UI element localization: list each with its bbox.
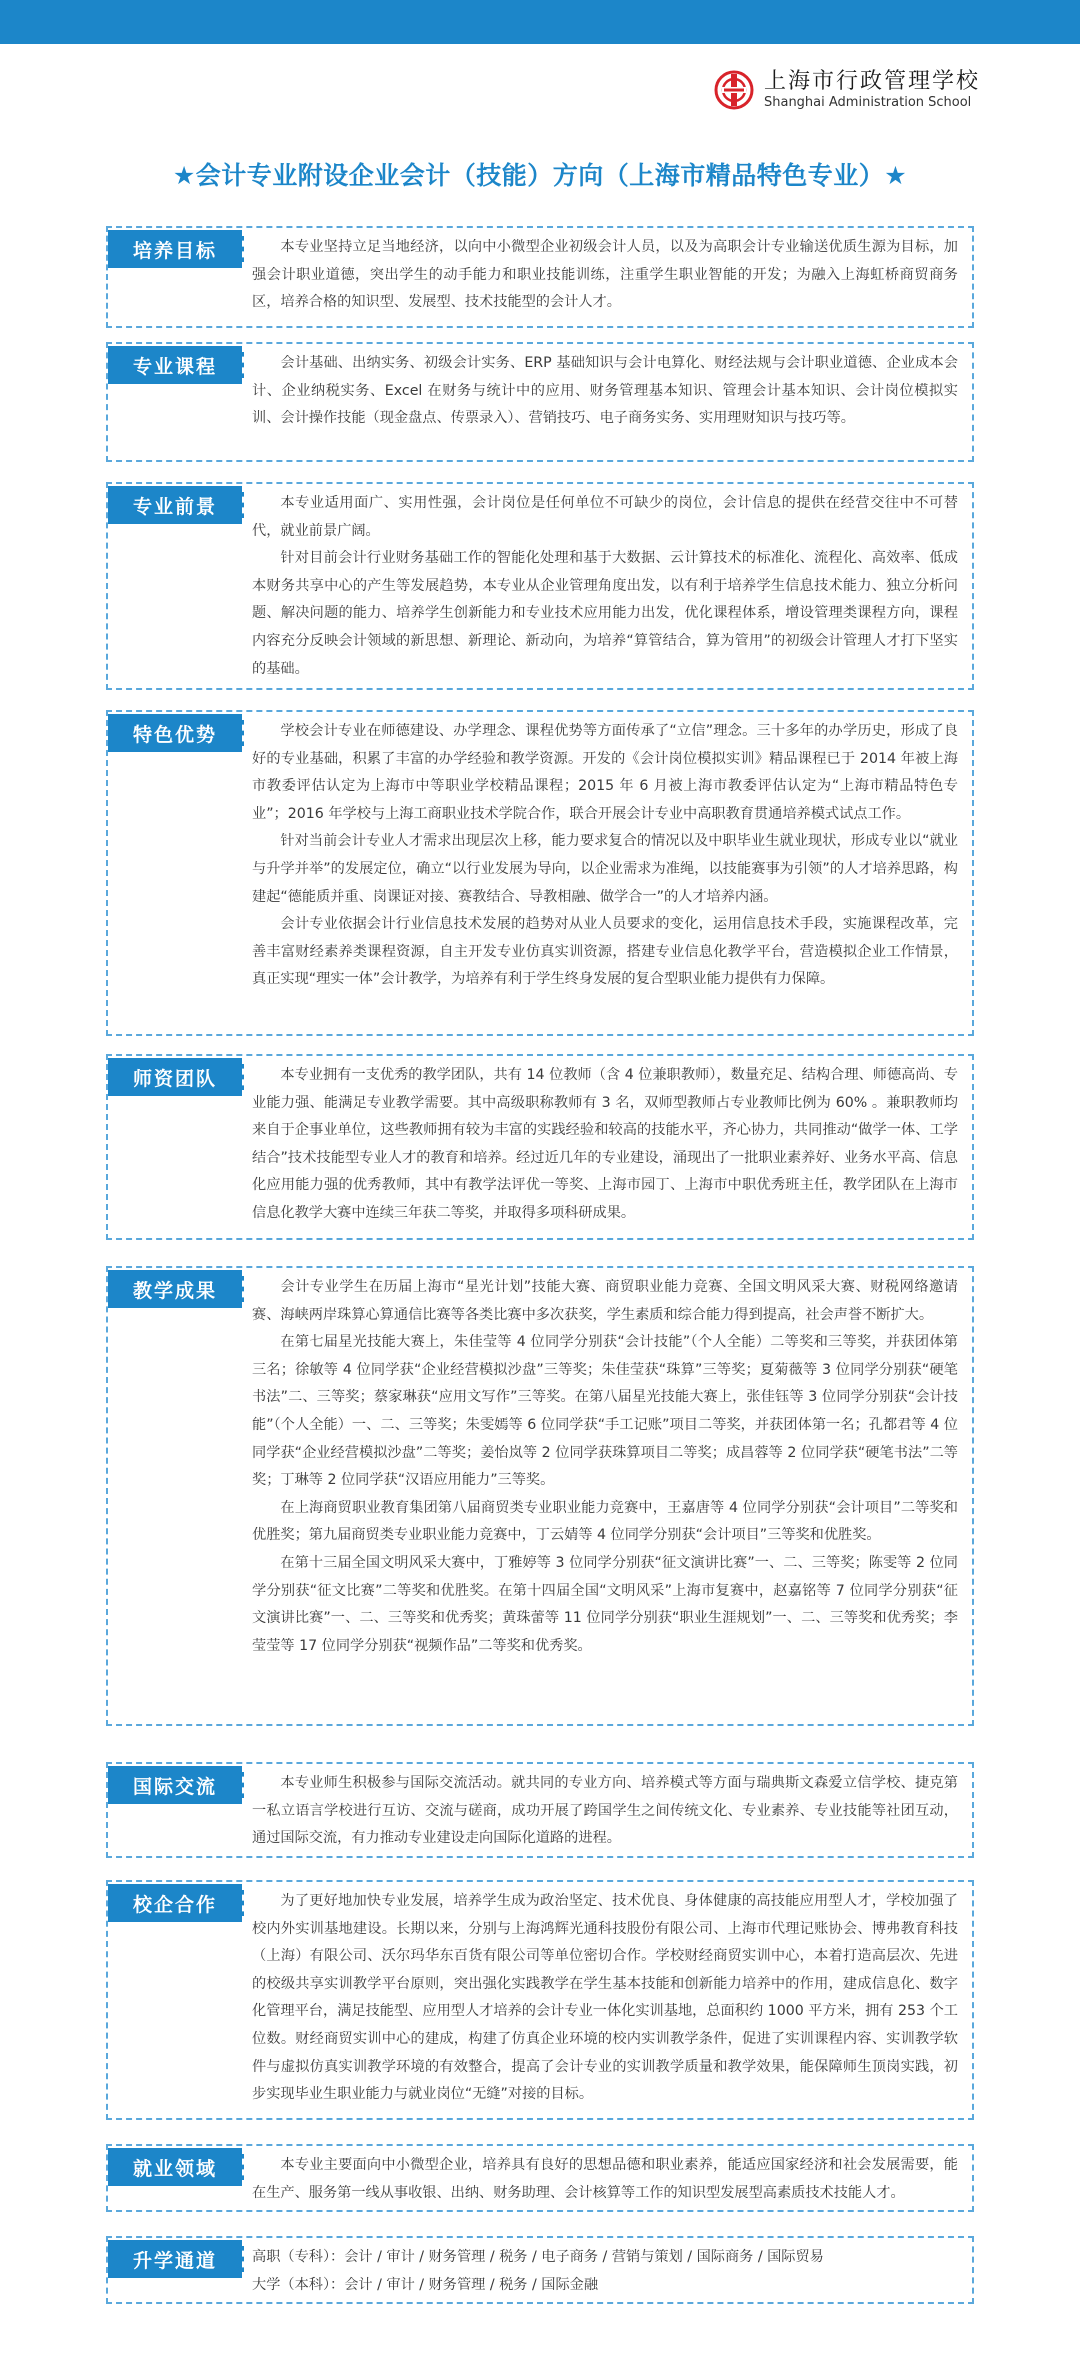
section-tag: 教学成果 bbox=[108, 1270, 244, 1308]
paragraph: 本专业坚持立足当地经济，以向中小微型企业初级会计人员，以及为高职会计专业输送优质生源为目标，加强会计职业道德，突出学生的动手能力和职业技能训练，注重学生职业智能的开发；为融入上海虹桥商贸商务区，培养合格的知识型、发展型、技术技能型的会计人才。 bbox=[252, 239, 958, 311]
paragraph: 会计专业依据会计行业信息技术发展的趋势对从业人员要求的变化，运用信息技术手段，实施课程改革，完善丰富财经素养类课程资源，自主开发专业仿真实训资源，搭建专业信息化教学平台，营造模拟企业工作情景，真正实现“理实一体”会计教学，为培养有利于学生终身发展的复合型职业能力提供有力保障。 bbox=[252, 916, 958, 988]
school-name-cn: 上海市行政管理学校 bbox=[763, 69, 980, 94]
section-body bbox=[252, 1770, 958, 1853]
section-prospects bbox=[106, 482, 974, 690]
section-tag: 校企合作 bbox=[108, 1884, 244, 1922]
section-body bbox=[252, 2152, 958, 2207]
section-body bbox=[252, 718, 958, 994]
section-body bbox=[252, 350, 958, 433]
section-advantages bbox=[106, 710, 974, 1036]
school-logo bbox=[714, 65, 980, 115]
section-further-study bbox=[106, 2236, 974, 2304]
section-tag: 专业前景 bbox=[108, 486, 244, 524]
paragraph: 会计基础、出纳实务、初级会计实务、ERP 基础知识与会计电算化、财经法规与会计职业道德、企业成本会计、企业纳税实务、Excel 在财务与统计中的应用、财务管理基本知识、管理会计基本知识、会计岗位模拟实训、会计操作技能（现金盘点、传票录入）、营销技巧、电子商务实务、实用理财知识与技巧等。 bbox=[252, 355, 958, 427]
school-name-en: Shanghai Administration School bbox=[763, 95, 972, 110]
paragraph: 本专业师生积极参与国际交流活动。就共同的专业方向、培养模式等方面与瑞典斯文森爱立信学校、捷克第一私立语言学校进行互访、交流与磋商，成功开展了跨国学生之间传统文化、专业素养、专业技能等社团互动，通过国际交流，有力推动专业建设走向国际化道路的进程。 bbox=[252, 1775, 958, 1847]
paragraph: 本专业适用面广、实用性强，会计岗位是任何单位不可缺少的岗位，会计信息的提供在经营交往中不可替代，就业前景广阔。 bbox=[252, 495, 958, 539]
section-curriculum bbox=[106, 342, 974, 462]
section-body bbox=[252, 1274, 958, 1660]
section-body bbox=[252, 490, 958, 683]
section-training-goal bbox=[106, 226, 974, 328]
section-international bbox=[106, 1762, 974, 1858]
paragraph: 会计专业学生在历届上海市“星光计划”技能大赛、商贸职业能力竞赛、全国文明风采大赛、财税网络邀请赛、海峡两岸珠算心算通信比赛等各类比赛中多次获奖，学生素质和综合能力得到提高，社会声誉不断扩大。 bbox=[252, 1279, 958, 1323]
section-body bbox=[252, 1888, 958, 2109]
section-achievements bbox=[106, 1266, 974, 1726]
section-tag: 就业领域 bbox=[108, 2148, 244, 2186]
paragraph: 本专业主要面向中小微型企业，培养具有良好的思想品德和职业素养，能适应国家经济和社会发展需要，能在生产、服务第一线从事收银、出纳、财务助理、会计核算等工作的知识型发展型高素质技术技能人才。 bbox=[252, 2157, 958, 2201]
section-employment bbox=[106, 2144, 974, 2212]
paragraph: 在第七届星光技能大赛上，朱佳莹等 4 位同学分别获“会计技能”（个人全能）二等奖和三等奖，并获团体第三名；徐敏等 4 位同学获“企业经营模拟沙盘”三等奖；朱佳莹获“珠算”三等奖；夏菊薇等 3 位同学分别获“硬笔书法”二、三等奖；蔡家琳获“应用文写作”三等奖。在第八届星光技能大赛上，张佳钰等 3 位同学分别获“会计技能”（个人全能）一、二、三等奖；朱雯嫣等 6 位同学获“手工记账”项目二等奖，并获团体第一名；孔都君等 4 位同学获“企业经营模拟沙盘”二等奖；姜怡岚等 2 位同学获珠算项目二等奖；成昌蓉等 2 位同学获“硬笔书法”二等奖；丁琳等 2 位同学获“汉语应用能力”三等奖。 bbox=[252, 1334, 958, 1489]
paragraph: 学校会计专业在师德建设、办学理念、课程优势等方面传承了“立信”理念。三十多年的办学历史，形成了良好的专业基础，积累了丰富的办学经验和教学资源。开发的《会计岗位模拟实训》精品课程已于 2014 年被上海市教委评估认定为上海市中等职业学校精品课程；2015 年 6 月被上海市教委评估认定为“上海市精品特色专业”；2016 年学校与上海工商职业技术学院合作，联合开展会计专业中高职教育贯通培养模式试点工作。 bbox=[252, 723, 958, 822]
paragraph: 本专业拥有一支优秀的教学团队，共有 14 位教师（含 4 位兼职教师），数量充足、结构合理、师德高尚、专业能力强、能满足专业教学需要。其中高级职称教师有 3 名，双师型教师占专业教师比例为 60% 。兼职教师均来自于企事业单位，这些教师拥有较为丰富的实践经验和较高的技能水平，齐心协力，共同推动“做学一体、工学结合”技术技能型专业人才的教育和培养。经过近几年的专业建设，涌现出了一批职业素养好、业务水平高、信息化应用能力强的优秀教师，其中有教学法评优一等奖、上海市园丁、上海市中职优秀班主任，教学团队在上海市信息化教学大赛中连续三年获二等奖，并取得多项科研成果。 bbox=[252, 1067, 958, 1221]
section-tag: 升学通道 bbox=[108, 2240, 244, 2278]
paragraph: 针对当前会计专业人才需求出现层次上移，能力要求复合的情况以及中职毕业生就业现状，形成专业以“就业与升学并举”的发展定位，确立“以行业发展为导向，以企业需求为准绳，以技能赛事为引领”的人才培养思路，构建起“德能质并重、岗课证对接、赛教结合、导教相融、做学合一”的人才培养内涵。 bbox=[252, 833, 958, 905]
section-school-enterprise bbox=[106, 1880, 974, 2120]
section-tag: 国际交流 bbox=[108, 1766, 244, 1804]
paragraph: 在第十三届全国文明风采大赛中，丁雅婷等 3 位同学分别获“征文演讲比赛”一、二、三等奖；陈雯等 2 位同学分别获“征文比赛”二等奖和优胜奖。在第十四届全国“文明风采”上海市复赛中，赵嘉铭等 7 位同学分别获“征文演讲比赛”一、二、三等奖和优秀奖；黄珠蕾等 11 位同学分别获“职业生涯规划”一、二、三等奖和优秀奖；李莹莹等 17 位同学分别获“视频作品”二等奖和优秀奖。 bbox=[252, 1554, 958, 1654]
school-emblem-icon bbox=[714, 70, 754, 110]
paragraph: 高职（专科）：会计 / 审计 / 财务管理 / 税务 / 电子商务 / 营销与策划 / 国际商务 / 国际贸易 bbox=[252, 2249, 824, 2265]
section-tag: 师资团队 bbox=[108, 1058, 244, 1096]
section-body bbox=[252, 1062, 958, 1228]
top-banner bbox=[0, 0, 1080, 44]
section-tag: 专业课程 bbox=[108, 346, 244, 384]
page-title: ★会计专业附设企业会计（技能）方向（上海市精品特色专业）★ bbox=[172, 161, 908, 190]
paragraph: 针对目前会计行业财务基础工作的智能化处理和基于大数据、云计算技术的标准化、流程化、高效率、低成本财务共享中心的产生等发展趋势，本专业从企业管理角度出发，以有利于培养学生信息技术能力、独立分析问题、解决问题的能力、培养学生创新能力和专业技术应用能力出发，优化课程体系，增设管理类课程方向，课程内容充分反映会计领域的新思想、新理论、新动向，为培养“算管结合，算为管用”的初级会计管理人才打下坚实的基础。 bbox=[252, 550, 958, 677]
section-body bbox=[252, 2244, 958, 2299]
paragraph: 在上海商贸职业教育集团第八届商贸类专业职业能力竞赛中，王嘉唐等 4 位同学分别获“会计项目”二等奖和优胜奖；第九届商贸类专业职业能力竞赛中，丁云婧等 4 位同学分别获“会计项目”三等奖和优胜奖。 bbox=[252, 1499, 958, 1544]
paragraph: 大学（本科）：会计 / 审计 / 财务管理 / 税务 / 国际金融 bbox=[252, 2276, 599, 2293]
section-body bbox=[252, 234, 958, 317]
paragraph: 为了更好地加快专业发展，培养学生成为政治坚定、技术优良、身体健康的高技能应用型人才，学校加强了校内外实训基地建设。长期以来，分别与上海鸿辉光通科技股份有限公司、上海市代理记账协会、博弗教育科技（上海）有限公司、沃尔玛华东百货有限公司等单位密切合作。学校财经商贸实训中心，本着打造高层次、先进的校级共享实训教学平台原则，突出强化实践教学在学生基本技能和创新能力培养中的作用，建成信息化、数字化管理平台，满足技能型、应用型人才培养的会计专业一体化实训基地，总面积约 1000 平方米，拥有 253 个工位数。财经商贸实训中心的建成，构建了仿真企业环境的校内实训教学条件，促进了实训课程内容、实训教学软件与虚拟仿真实训教学环境的有效整合，提高了会计专业的实训教学质量和教学效果，能保障师生顶岗实践，初步实现毕业生职业能力与就业岗位“无缝”对接的目标。 bbox=[252, 1893, 958, 2103]
section-tag: 培养目标 bbox=[108, 230, 244, 268]
section-tag: 特色优势 bbox=[108, 714, 244, 752]
section-faculty bbox=[106, 1054, 974, 1240]
